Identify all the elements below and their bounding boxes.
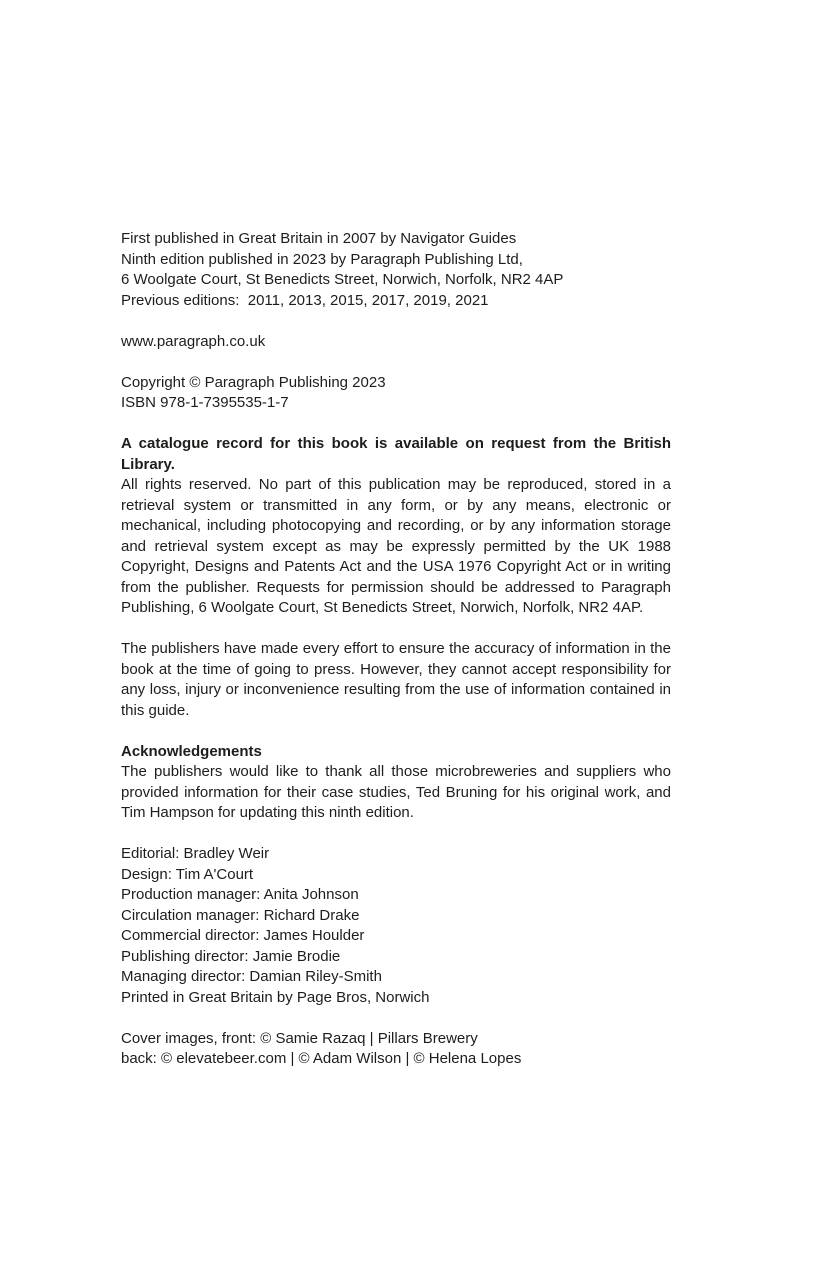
credit-line: Commercial director: James Houlder [121, 927, 365, 944]
credit-line: Editorial: Bradley Weir [121, 845, 270, 862]
copyright-line: Copyright © Paragraph Publishing 2023 [121, 373, 386, 391]
cover-credit-line: Cover images, front: © Samie Razaq | Pillars Brewery [121, 1029, 478, 1047]
catalogue-record-line: A catalogue record for this book is available on request from the British Library. [121, 435, 671, 473]
credit-line: Printed in Great Britain by Page Bros, Norwich [121, 988, 430, 1006]
acknowledgements-section [121, 742, 671, 824]
publication-line: First published in Great Britain in 2007 by Navigator Guides [121, 230, 517, 247]
credit-line: Managing director: Damian Riley-Smith [121, 968, 382, 985]
acknowledgements-text: The publishers would like to thank all those microbreweries and suppliers who provided information for their case studies, Ted Bruning for his original work, and Tim Hampson for updating this ninth edition. [121, 763, 671, 821]
copyright-info [121, 373, 671, 414]
publication-info [121, 229, 671, 311]
acknowledgements-heading: Acknowledgements [121, 742, 262, 760]
disclaimer-paragraph: The publishers have made every effort to ensure the accuracy of information in the book at the time of going to press. However, they cannot accept responsibility for any loss, injury or inconvenience resulting from the use of information contained in this guide. [121, 640, 671, 719]
publication-line: Previous editions: 2011, 2013, 2015, 2017, 2019, 2021 [121, 291, 489, 309]
credit-line: Publishing director: Jamie Brodie [121, 947, 341, 965]
credit-line: Production manager: Anita Johnson [121, 886, 359, 903]
rights-paragraph [121, 434, 671, 619]
isbn-line: ISBN 978-1-7395535-1-7 [121, 394, 289, 411]
website-url: www.paragraph.co.uk [121, 332, 266, 350]
credits-list [121, 844, 671, 1008]
credit-line: Circulation manager: Richard Drake [121, 906, 360, 924]
imprint-content [121, 229, 671, 1070]
credit-line: Design: Tim A'Court [121, 865, 254, 883]
website-block [121, 332, 671, 353]
publication-line: 6 Woolgate Court, St Benedicts Street, Norwich, Norfolk, NR2 4AP [121, 271, 564, 288]
cover-credit-line: back: © elevatebeer.com | © Adam Wilson | © Helena Lopes [121, 1050, 522, 1067]
publication-line: Ninth edition published in 2023 by Paragraph Publishing Ltd, [121, 250, 523, 268]
cover-image-credits [121, 1029, 671, 1070]
all-rights-reserved-text: All rights reserved. No part of this publication may be reproduced, stored in a retrieval system or transmitted in any form, or by any means, electronic or mechanical, including photocopying and recording, or by any information storage and retrieval system except as may be expressly permitted by the UK 1988 Copyright, Designs and Patents Act and the USA 1976 Copyright Act or in writing from the publisher. Requests for permission should be addressed to Paragraph Publishing, 6 Woolgate Court, St Benedicts Street, Norwich, Norfolk, NR2 4AP. [121, 476, 671, 616]
